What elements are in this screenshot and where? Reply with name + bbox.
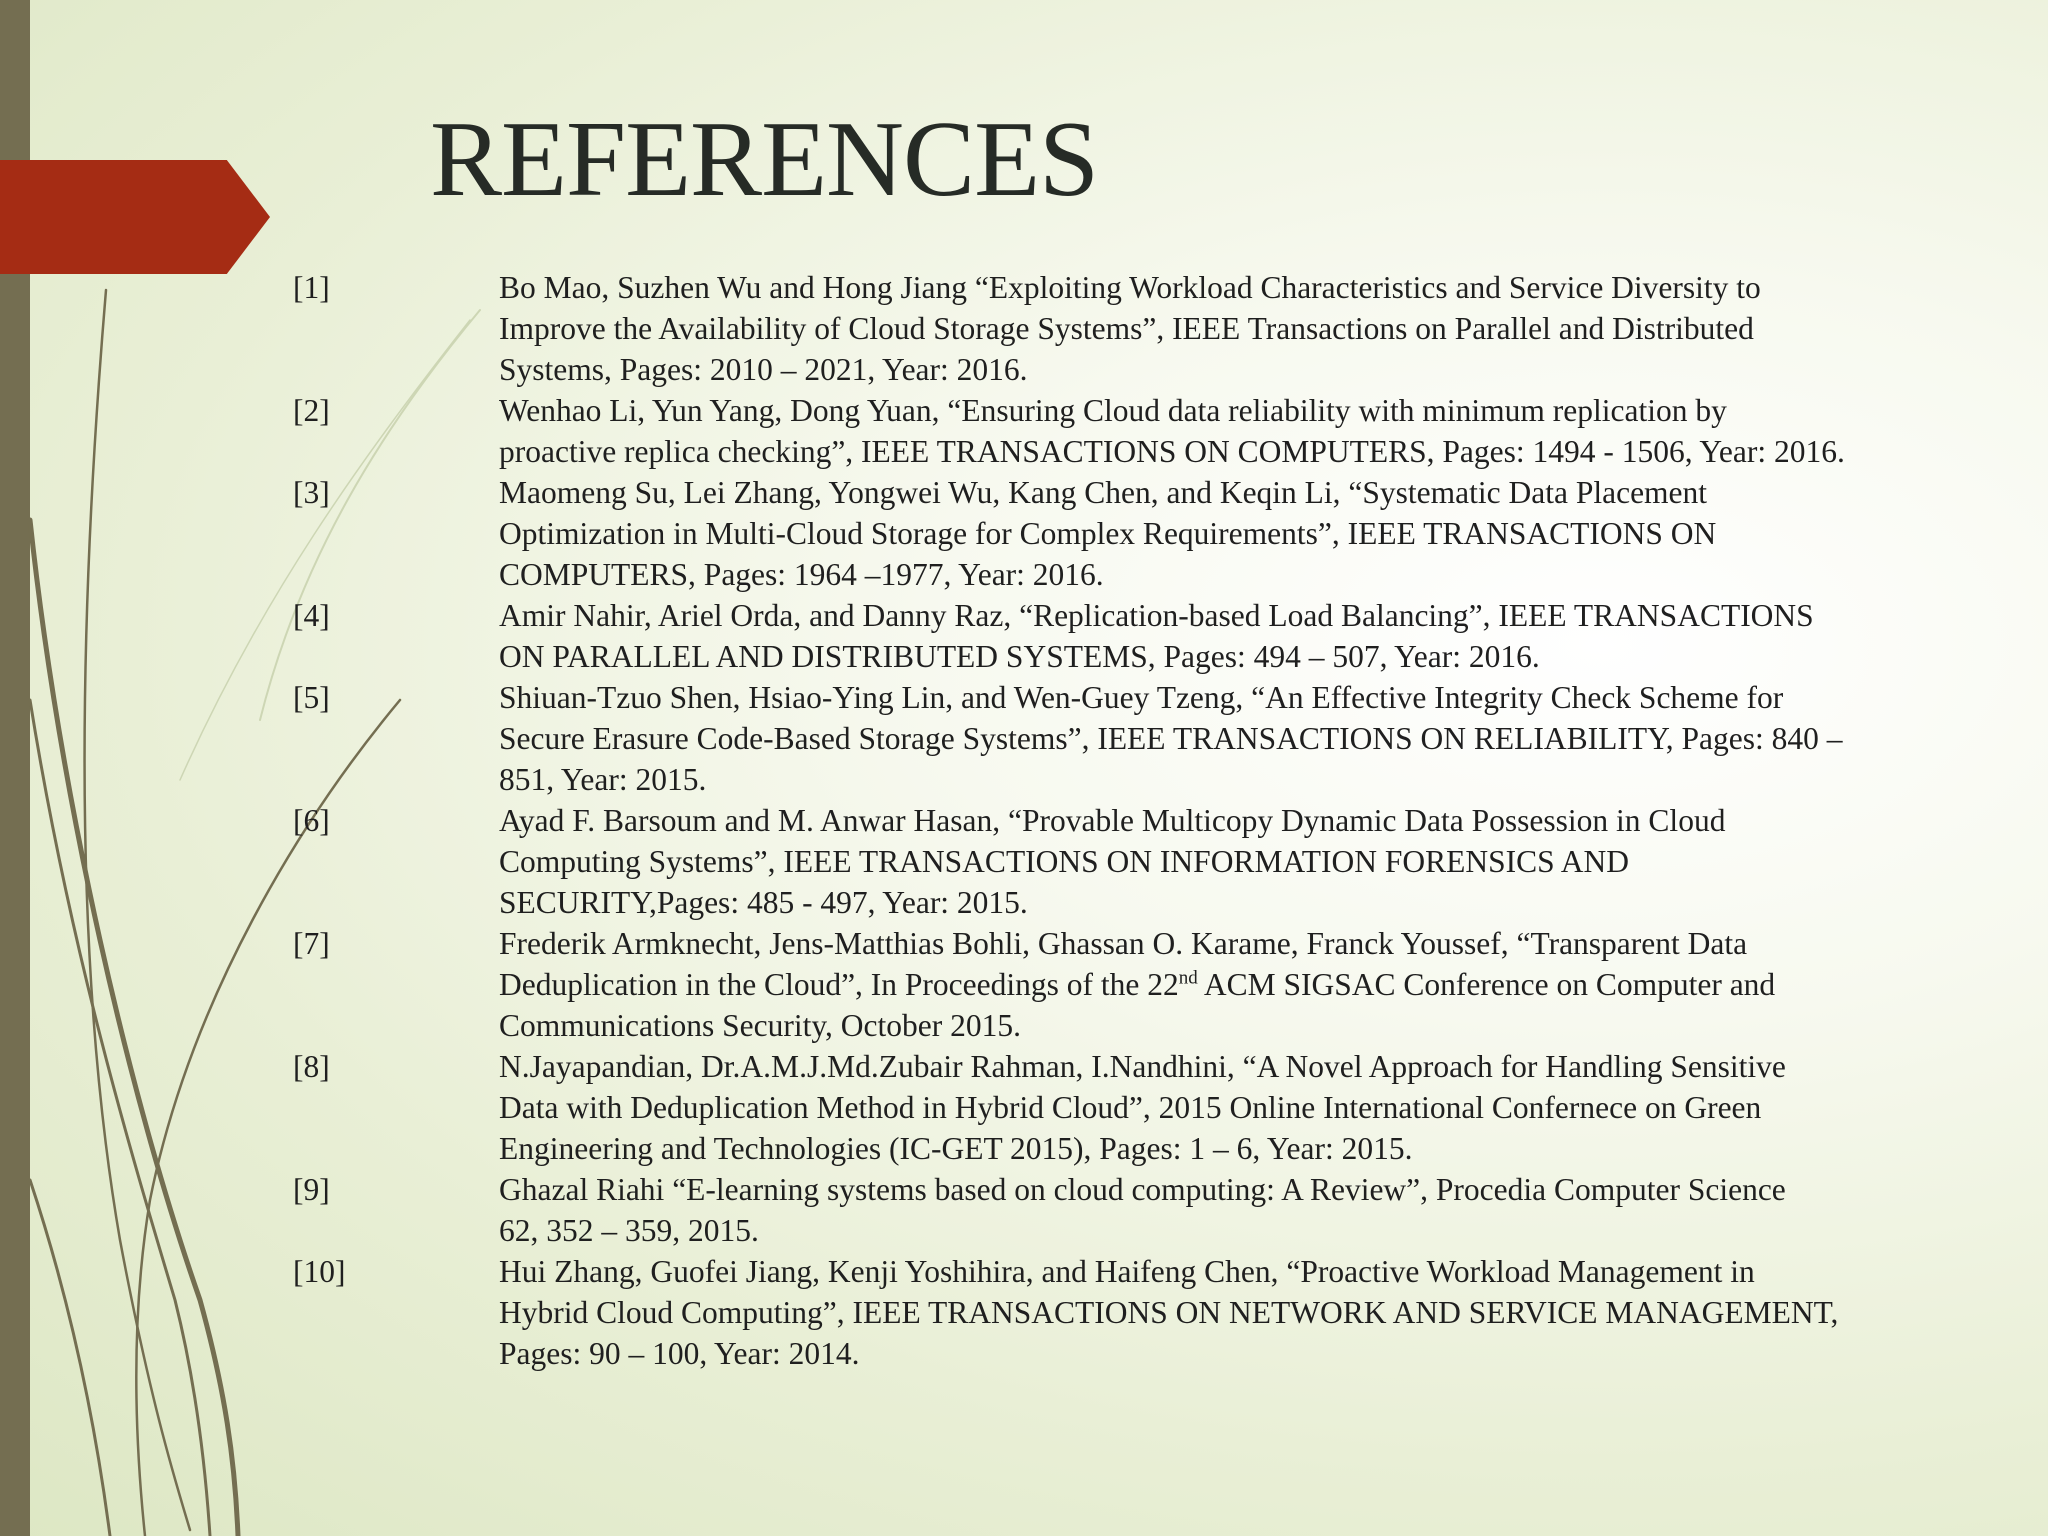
- reference-number: [9]: [293, 1172, 330, 1207]
- reference-item: [0, 472, 2048, 595]
- reference-superscript: nd: [1178, 967, 1198, 989]
- reference-number: [8]: [293, 1049, 330, 1084]
- reference-number: [4]: [293, 598, 330, 633]
- reference-text: Maomeng Su, Lei Zhang, Yongwei Wu, Kang Chen, and Keqin Li, “Systematic Data Placement Optimization in Multi-Cloud Storage for Complex Requirements”, IEEE TRANSACTIONS ON COMPUTERS, Pages: 1964 –1977, Year: 2016.: [499, 475, 1717, 592]
- reference-item: [0, 923, 2048, 1046]
- reference-text: Wenhao Li, Yun Yang, Dong Yuan, “Ensuring Cloud data reliability with minimum replication by proactive replica checking”, IEEE TRANSACTIONS ON COMPUTERS, Pages: 1494 - 1506, Year: 2016.: [499, 393, 1845, 469]
- reference-item: [0, 1046, 2048, 1169]
- reference-item: [0, 1169, 2048, 1251]
- reference-text-part: ACM SIGSAC Conference on Computer and Communications Security, October 2015.: [499, 967, 1776, 1043]
- slide-title: REFERENCES: [430, 100, 1099, 219]
- reference-number: [1]: [293, 270, 330, 305]
- reference-number: [5]: [293, 680, 330, 715]
- reference-text: Amir Nahir, Ariel Orda, and Danny Raz, “Replication-based Load Balancing”, IEEE TRANSACTIONS ON PARALLEL AND DISTRIBUTED SYSTEMS, Pages: 494 – 507, Year: 2016.: [499, 598, 1814, 674]
- reference-number: [2]: [293, 393, 330, 428]
- reference-item: [0, 390, 2048, 472]
- reference-text: N.Jayapandian, Dr.A.M.J.Md.Zubair Rahman, I.Nandhini, “A Novel Approach for Handling Sensitive Data with Deduplication Method in Hybrid Cloud”, 2015 Online International Confernece on Green Engineering and Technologies (IC-GET 2015), Pages: 1 – 6, Year: 2015.: [499, 1049, 1786, 1166]
- reference-text: Shiuan-Tzuo Shen, Hsiao-Ying Lin, and Wen-Guey Tzeng, “An Effective Integrity Check Scheme for Secure Erasure Code-Based Storage Systems”, IEEE TRANSACTIONS ON RELIABILITY, Pages: 840 – 851, Year: 2015.: [499, 680, 1843, 797]
- reference-item: [0, 800, 2048, 923]
- reference-list: [0, 267, 2048, 1374]
- reference-text: Bo Mao, Suzhen Wu and Hong Jiang “Exploiting Workload Characteristics and Service Diversity to Improve the Availability of Cloud Storage Systems”, IEEE Transactions on Parallel and Distributed Systems, Pages: 2010 – 2021, Year: 2016.: [499, 270, 1761, 387]
- reference-number: [10]: [293, 1254, 346, 1289]
- reference-text: Hui Zhang, Guofei Jiang, Kenji Yoshihira, and Haifeng Chen, “Proactive Workload Management in Hybrid Cloud Computing”, IEEE TRANSACTIONS ON NETWORK AND SERVICE MANAGEMENT, Pages: 90 – 100, Year: 2014.: [499, 1254, 1839, 1371]
- reference-text-part: Frederik Armknecht, Jens-Matthias Bohli, Ghassan O. Karame, Franck Youssef, “Transparent Data Deduplication in the Cloud”, In Proceedings of the 22: [499, 926, 1748, 1002]
- reference-number: [6]: [293, 803, 330, 838]
- reference-number: [3]: [293, 475, 330, 510]
- reference-text: Ayad F. Barsoum and M. Anwar Hasan, “Provable Multicopy Dynamic Data Possession in Cloud Computing Systems”, IEEE TRANSACTIONS ON INFORMATION FORENSICS AND SECURITY,Pages: 485 - 497, Year: 2015.: [499, 803, 1726, 920]
- reference-item: [0, 595, 2048, 677]
- reference-number: [7]: [293, 926, 330, 961]
- reference-item: [0, 677, 2048, 800]
- title-arrow-shape: [0, 160, 270, 274]
- reference-text: Ghazal Riahi “E-learning systems based on cloud computing: A Review”, Procedia Computer Science 62, 352 – 359, 2015.: [499, 1172, 1786, 1248]
- reference-text: [499, 923, 1979, 1046]
- reference-item: [0, 267, 2048, 390]
- reference-item: [0, 1251, 2048, 1374]
